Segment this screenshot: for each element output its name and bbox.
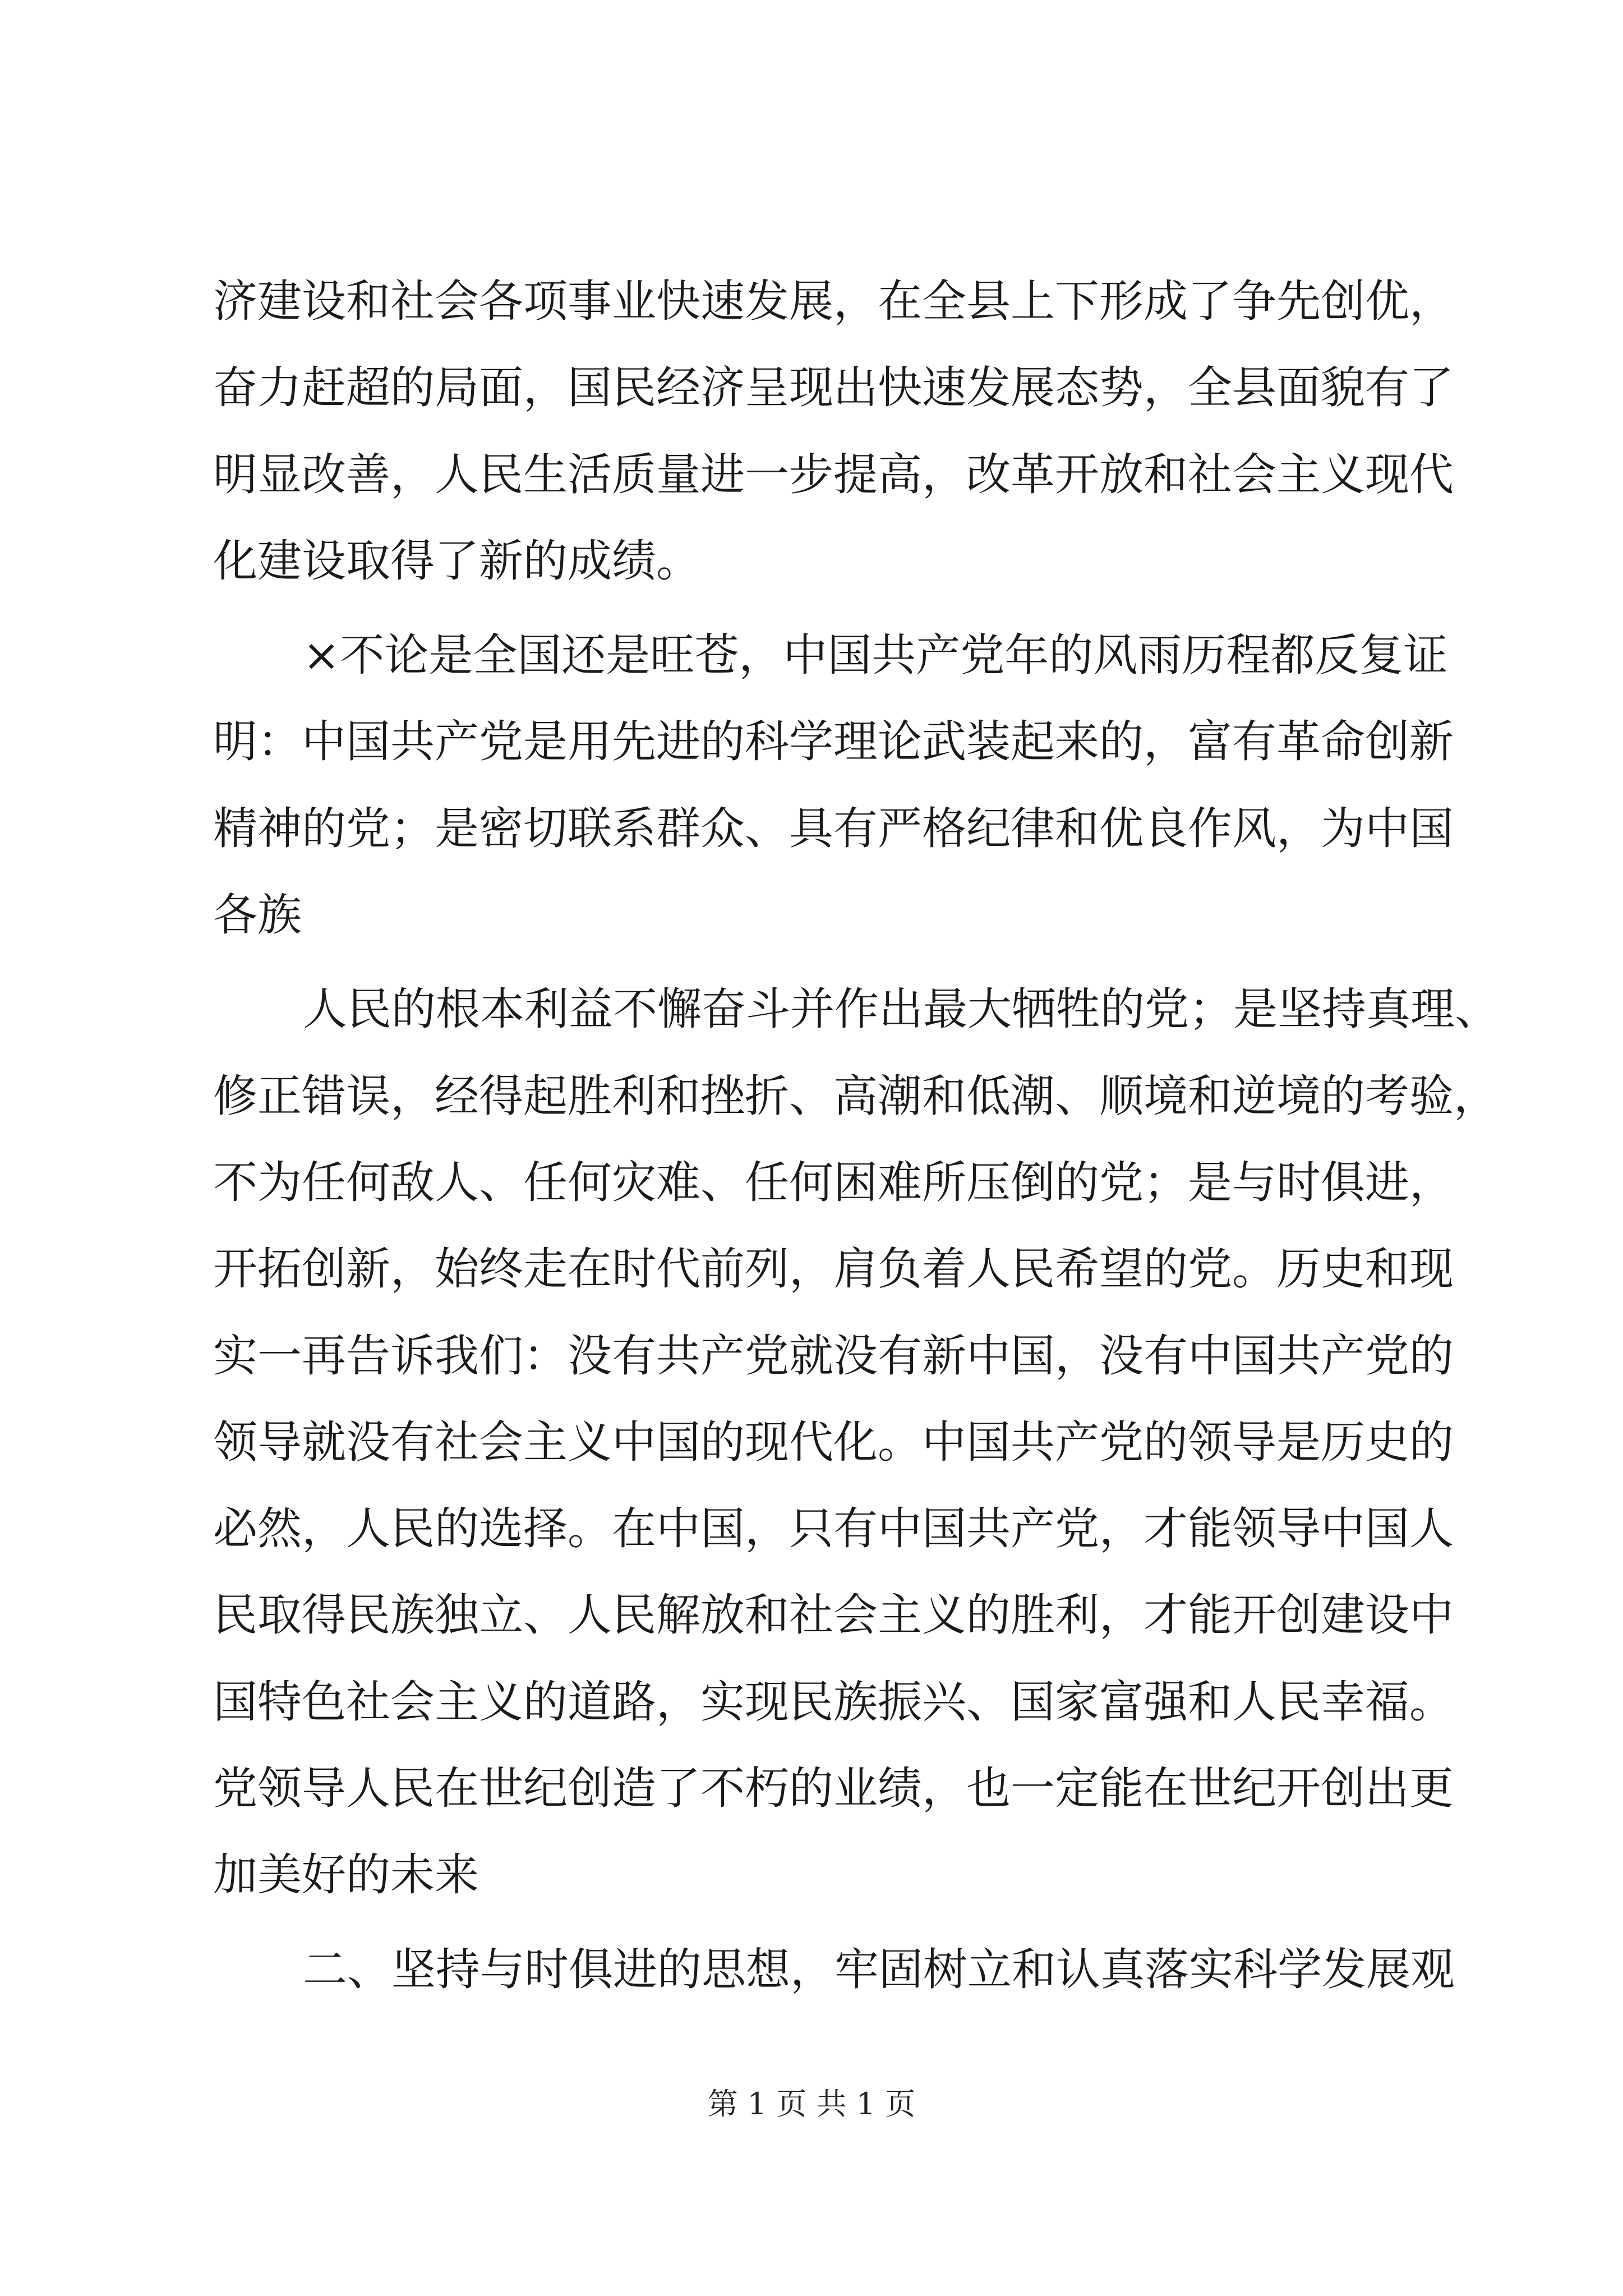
paragraph-line: 加美好的未来 bbox=[213, 1849, 479, 1901]
paragraph-line: 不为任何敌人、任何灾难、任何困难所压倒的党；是与时俱进， bbox=[213, 1156, 1454, 1208]
paragraph-gap bbox=[213, 604, 1424, 612]
paragraph-line: 精神的党；是密切联系群众、具有严格纪律和优良作风，为中国 bbox=[213, 802, 1454, 854]
paragraph-gap bbox=[213, 958, 1424, 966]
paragraph-line: 党领导人民在世纪创造了不朽的业绩，也一定能在世纪开创出更 bbox=[213, 1763, 1454, 1815]
paragraph-line: 修正错误，经得起胜利和挫折、高潮和低潮、顺境和逆境的考验， bbox=[213, 1070, 1498, 1122]
paragraph-line: 国特色社会主义的道路，实现民族振兴、国家富强和人民幸福。 bbox=[213, 1676, 1454, 1728]
paragraph-gap bbox=[213, 1918, 1424, 1926]
paragraph-line: 领导就没有社会主义中国的现代化。中国共产党的领导是历史的 bbox=[213, 1416, 1454, 1468]
paragraph-line: 人民的根本利益不懈奋斗并作出最大牺牲的党；是坚持真理、 bbox=[303, 983, 1499, 1036]
paragraph-line: 实一再告诉我们：没有共产党就没有新中国，没有中国共产党的 bbox=[213, 1329, 1454, 1382]
paragraph-line: 化建设取得了新的成绩。 bbox=[213, 535, 700, 587]
section-heading: 二、坚持与时俱进的思想，牢固树立和认真落实科学发展观 bbox=[303, 1943, 1455, 1995]
paragraph-line: 各族 bbox=[213, 889, 302, 941]
paragraph-line: 民取得民族独立、人民解放和社会主义的胜利，才能开创建设中 bbox=[213, 1589, 1454, 1641]
paragraph-line: ×不论是全国还是旺苍，中国共产党年的风雨历程都反复证 bbox=[303, 629, 1448, 682]
paragraph-line: 明显改善，人民生活质量进一步提高，改革开放和社会主义现代 bbox=[213, 448, 1454, 500]
paragraph-line: 明：中国共产党是用先进的科学理论武装起来的，富有革命创新 bbox=[213, 716, 1454, 768]
page-number-label: 第 1 页 共 1 页 bbox=[707, 2086, 916, 2122]
paragraph-line: 开拓创新，始终走在时代前列，肩负着人民希望的党。历史和现 bbox=[213, 1243, 1454, 1295]
document-body bbox=[213, 258, 1499, 2013]
page-footer bbox=[0, 2085, 1623, 2124]
paragraph-line: 必然，人民的选择。在中国，只有中国共产党，才能领导中国人 bbox=[213, 1503, 1454, 1555]
paragraph-line: 济建设和社会各项事业快速发展，在全县上下形成了争先创优， bbox=[213, 275, 1454, 327]
paragraph-line: 奋力赶超的局面，国民经济呈现出快速发展态势，全县面貌有了 bbox=[213, 362, 1454, 414]
